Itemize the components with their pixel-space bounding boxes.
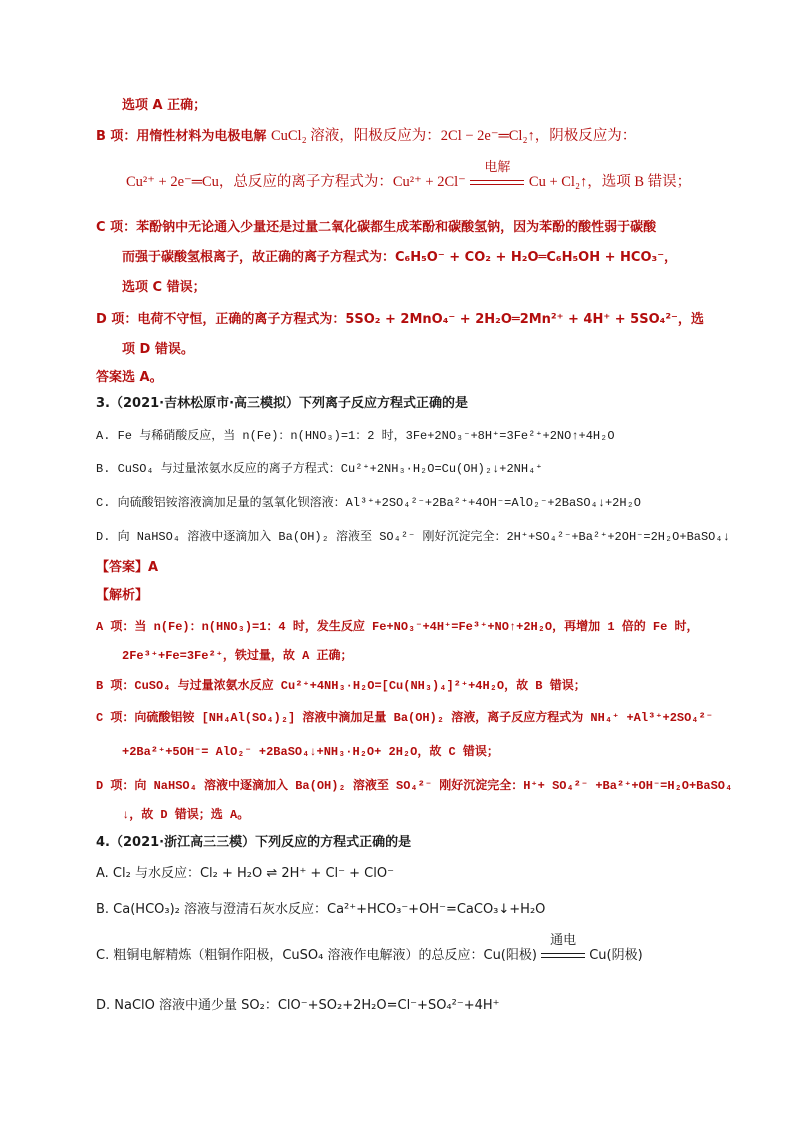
q3-d-analysis-line2: ↓，故 D 错误；选 A。 <box>122 808 250 822</box>
q3-stem: 3.（2021·吉林松原市·高三模拟）下列离子反应方程式正确的是 <box>96 396 469 411</box>
q4-option-c-part2: Cu(阴极) <box>589 948 643 963</box>
q4-option-c <box>96 933 643 966</box>
q2-c-analysis-line2: 而强于碳酸氢根离子，故正确的离子方程式为：C₆H₅O⁻ + CO₂ + H₂O═C₆H₅OH + HCO₃⁻， <box>122 250 678 265</box>
q4-option-b: B. Ca(HCO₃)₂ 溶液与澄清石灰水反应：Ca²⁺+HCO₃⁻+OH⁻=CaCO₃↓+H₂O <box>96 902 546 917</box>
q3-b-analysis: B 项：CuSO₄ 与过量浓氨水反应 Cu²⁺+4NH₃·H₂O=[Cu(NH₃)₄]²⁺+4H₂O，故 B 错误； <box>96 679 586 693</box>
reaction-equals-sign <box>541 953 585 958</box>
q3-c-analysis-line2: +2Ba²⁺+5OH⁻= AlO₂⁻ +2BaSO₄↓+NH₃·H₂O+ 2H₂O，故 C 错误； <box>122 745 499 759</box>
q3-analysis-label: 【解析】 <box>96 588 149 603</box>
q2-b-analysis-line2 <box>126 159 692 193</box>
q2-a-conclusion: 选项 A 正确； <box>122 98 207 113</box>
q4-option-a: A. Cl₂ 与水反应：Cl₂ + H₂O ⇌ 2H⁺ + Cl⁻ + ClO⁻ <box>96 866 394 881</box>
q2-c-analysis-line1: C 项：苯酚钠中无论通入少量还是过量二氧化碳都生成苯酚和碳酸氢钠，因为苯酚的酸性弱于碳酸 <box>96 220 657 235</box>
q3-c-analysis-line1: C 项：向硫酸铝铵 [NH₄Al(SO₄)₂] 溶液中滴加足量 Ba(OH)₂ 溶液，离子反应方程式为 NH₄⁺ +Al³⁺+2SO₄²⁻ <box>96 711 713 725</box>
reaction-equals-sign <box>470 180 524 185</box>
q3-answer-label: 【答案】A <box>96 560 159 575</box>
q4-option-c-part1: C. 粗铜电解精炼（粗铜作阳极，CuSO₄ 溶液作电解液）的总反应：Cu(阳极) <box>96 948 537 963</box>
q2-b-analysis-line1 <box>96 126 636 147</box>
electrolysis-label: 电解 <box>484 159 511 174</box>
q4-option-d: D. NaClO 溶液中通少量 SO₂：ClO⁻+SO₂+2H₂O=Cl⁻+SO₄²⁻+4H⁺ <box>96 998 500 1013</box>
q3-option-d: D. 向 NaHSO₄ 溶液中逐滴加入 Ba(OH)₂ 溶液至 SO₄²⁻ 刚好沉淀完全：2H⁺+SO₄²⁻+Ba²⁺+2OH⁻=2H₂O+BaSO₄↓ <box>96 530 730 544</box>
power-on-label: 通电 <box>550 933 577 948</box>
q2-b-part1: Cu²⁺ + 2e⁻═Cu，总反应的离子方程式为：Cu²⁺ + 2Cl⁻ <box>126 174 466 190</box>
q2-b-part2: Cu + Cl₂↑，选项 B 错误； <box>528 174 692 190</box>
q2-b-formula: CuCl₂ 溶液，阳极反应为：2Cl − 2e⁻═Cl₂↑，阴极反应为： <box>270 128 637 144</box>
q2-d-analysis-line1: D 项：电荷不守恒，正确的离子方程式为：5SO₂ + 2MnO₄⁻ + 2H₂O═2Mn²⁺ + 4H⁺ + 5SO₄²⁻，选 <box>96 312 704 327</box>
q3-d-analysis-line1: D 项：向 NaHSO₄ 溶液中逐滴加入 Ba(OH)₂ 溶液至 SO₄²⁻ 刚好沉淀完全：H⁺+ SO₄²⁻ +Ba²⁺+OH⁻=H₂O+BaSO₄ <box>96 779 733 793</box>
q4-stem: 4.（2021·浙江高三三模）下列反应的方程式正确的是 <box>96 835 412 850</box>
q3-option-a: A. Fe 与稀硝酸反应，当 n(Fe)：n(HNO₃)=1：2 时，3Fe+2NO₃⁻+8H⁺=3Fe²⁺+2NO↑+4H₂O <box>96 429 615 443</box>
q2-d-analysis-line2: 项 D 错误。 <box>122 342 194 357</box>
q2-c-analysis-line3: 选项 C 错误； <box>122 280 206 295</box>
q3-a-analysis-line2: 2Fe³⁺+Fe=3Fe²⁺，铁过量，故 A 正确； <box>122 649 353 663</box>
q2-answer: 答案选 A。 <box>96 370 163 385</box>
q2-b-lead: B 项：用惰性材料为电极电解 <box>96 129 267 144</box>
q3-option-c: C. 向硫酸铝铵溶液滴加足量的氢氧化钡溶液：Al³⁺+2SO₄²⁻+2Ba²⁺+4OH⁻=AlO₂⁻+2BaSO₄↓+2H₂O <box>96 496 641 510</box>
electrolysis-condition <box>470 159 524 192</box>
electrolysis-condition <box>541 933 585 966</box>
q3-a-analysis-line1: A 项：当 n(Fe)：n(HNO₃)=1：4 时，发生反应 Fe+NO₃⁻+4H⁺=Fe³⁺+NO↑+2H₂O，再增加 1 倍的 Fe 时， <box>96 620 699 634</box>
q3-option-b: B. CuSO₄ 与过量浓氨水反应的离子方程式：Cu²⁺+2NH₃·H₂O=Cu(OH)₂↓+2NH₄⁺ <box>96 462 543 476</box>
